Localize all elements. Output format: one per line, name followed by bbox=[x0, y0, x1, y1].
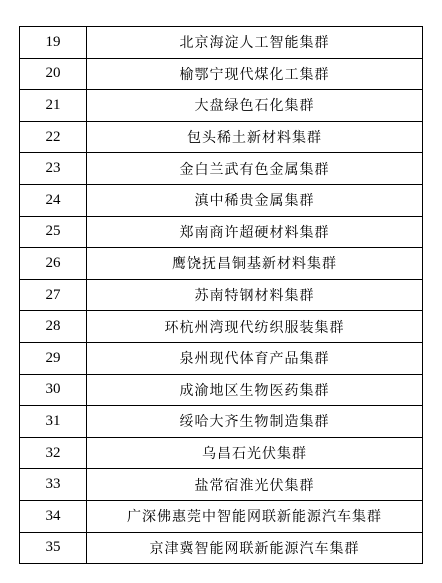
table-row bbox=[20, 342, 423, 374]
cluster-name: 乌昌石光伏集群 bbox=[87, 437, 423, 469]
row-number: 30 bbox=[20, 374, 87, 406]
table-row bbox=[20, 469, 423, 501]
table-row bbox=[20, 90, 423, 122]
row-number: 25 bbox=[20, 216, 87, 248]
cluster-name: 广深佛惠莞中智能网联新能源汽车集群 bbox=[87, 500, 423, 532]
table-row bbox=[20, 437, 423, 469]
row-number: 29 bbox=[20, 342, 87, 374]
table-row bbox=[20, 311, 423, 343]
row-number: 27 bbox=[20, 279, 87, 311]
table-row bbox=[20, 532, 423, 564]
cluster-name: 滇中稀贵金属集群 bbox=[87, 184, 423, 216]
row-number: 23 bbox=[20, 153, 87, 185]
row-number: 35 bbox=[20, 532, 87, 564]
table-row bbox=[20, 406, 423, 438]
row-number: 33 bbox=[20, 469, 87, 501]
table-body bbox=[20, 27, 423, 564]
table-row bbox=[20, 153, 423, 185]
table-row bbox=[20, 27, 423, 59]
table-row bbox=[20, 248, 423, 280]
cluster-name: 榆鄂宁现代煤化工集群 bbox=[87, 58, 423, 90]
cluster-name: 绥哈大齐生物制造集群 bbox=[87, 406, 423, 438]
table-row bbox=[20, 121, 423, 153]
row-number: 34 bbox=[20, 500, 87, 532]
cluster-name: 盐常宿淮光伏集群 bbox=[87, 469, 423, 501]
cluster-name: 大盘绿色石化集群 bbox=[87, 90, 423, 122]
row-number: 32 bbox=[20, 437, 87, 469]
table-row bbox=[20, 184, 423, 216]
cluster-name: 成渝地区生物医药集群 bbox=[87, 374, 423, 406]
row-number: 24 bbox=[20, 184, 87, 216]
table-row bbox=[20, 216, 423, 248]
table-row bbox=[20, 58, 423, 90]
row-number: 28 bbox=[20, 311, 87, 343]
cluster-name: 泉州现代体育产品集群 bbox=[87, 342, 423, 374]
row-number: 21 bbox=[20, 90, 87, 122]
cluster-name: 京津冀智能网联新能源汽车集群 bbox=[87, 532, 423, 564]
cluster-name: 包头稀土新材料集群 bbox=[87, 121, 423, 153]
cluster-name: 环杭州湾现代纺织服装集群 bbox=[87, 311, 423, 343]
row-number: 20 bbox=[20, 58, 87, 90]
table-row bbox=[20, 374, 423, 406]
table-row bbox=[20, 500, 423, 532]
row-number: 19 bbox=[20, 27, 87, 59]
cluster-name: 鹰饶抚昌铜基新材料集群 bbox=[87, 248, 423, 280]
table-row bbox=[20, 279, 423, 311]
row-number: 26 bbox=[20, 248, 87, 280]
cluster-name: 北京海淀人工智能集群 bbox=[87, 27, 423, 59]
cluster-table bbox=[19, 26, 423, 564]
cluster-name: 郑南商许超硬材料集群 bbox=[87, 216, 423, 248]
row-number: 31 bbox=[20, 406, 87, 438]
row-number: 22 bbox=[20, 121, 87, 153]
cluster-name: 金白兰武有色金属集群 bbox=[87, 153, 423, 185]
cluster-name: 苏南特钢材料集群 bbox=[87, 279, 423, 311]
